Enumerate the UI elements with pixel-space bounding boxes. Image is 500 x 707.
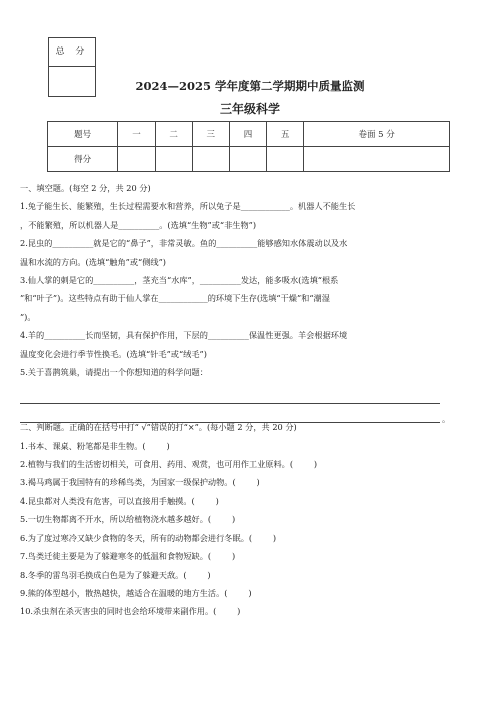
score-table-header-row — [48, 122, 450, 147]
score-table-cell: 四 — [229, 122, 266, 147]
answer-line[interactable] — [20, 403, 440, 404]
judge-item: 3.褐马鸡属于我国特有的珍稀鸟类，为国家一级保护动物。( ) — [20, 477, 260, 488]
question-line: 温和水流的方向。(选填“触角”或“侧线”) — [20, 256, 166, 267]
total-score-label: 总 分 — [49, 38, 95, 67]
answer-line[interactable] — [20, 422, 440, 423]
question-line: ”和“叶子”)。这些特点有助于仙人掌在____________的环境下生存(选填“干燥”和“潮湿 — [20, 293, 330, 304]
score-blank[interactable] — [118, 147, 155, 172]
answer-end-mark: 。 — [442, 415, 450, 424]
judge-item: 4.昆虫都对人类没有危害，可以直接用手触摸。( ) — [20, 495, 219, 506]
question-line: 5.关于喜鹊筑巢，请提出一个你想知道的科学问题： — [20, 367, 208, 378]
score-table-cell: 五 — [267, 122, 304, 147]
judge-item: 5.一切生物都离不开水，所以给植物浇水越多越好。( ) — [20, 514, 236, 525]
section-heading: 二、判断题。正确的在括号中打“ √”错误的打“×”。(每小题 2 分，共 20 分) — [20, 422, 297, 433]
question-line: ，不能繁殖，所以机器人是__________。(选填“生物”或“非生物”) — [20, 219, 257, 230]
exam-subtitle: 三年级科学 — [219, 102, 280, 116]
score-blank[interactable] — [192, 147, 229, 172]
score-table-cell: 三 — [192, 122, 229, 147]
section-heading: 一、填空题。(每空 2 分，共 20 分) — [20, 183, 151, 193]
score-table-cell: 二 — [155, 122, 192, 147]
question-line: 3.仙人掌的刺是它的__________，茎充当“水库”，__________发达，能多吸水(选填“根系 — [20, 275, 339, 286]
score-blank[interactable] — [229, 147, 266, 172]
score-table-cell: 题号 — [48, 122, 118, 147]
score-blank[interactable] — [267, 147, 304, 172]
judge-item: 2.植物与我们的生活密切相关，可食用、药用、观赏，也可用作工业原料。( ) — [20, 459, 318, 470]
score-table-cell: 卷面 5 分 — [304, 122, 450, 147]
judge-item: 6.为了度过寒冷又缺少食物的冬天，所有的动物都会进行冬眠。( ) — [20, 532, 277, 543]
exam-content — [20, 179, 480, 621]
question-line: 温度变化会进行季节性换毛。(选填“针毛”或“绒毛”) — [20, 348, 207, 359]
judge-item: 1.书本、课桌、粉笔都是非生物。( ) — [20, 440, 170, 451]
question-line: 2.昆虫的__________就是它的“鼻子”，非常灵敏。鱼的__________能够感知水体震动以及水 — [20, 238, 348, 249]
judge-item: 7.鸟类迁徙主要是为了躲避寒冬的低温和食物短缺。( ) — [20, 551, 236, 562]
judge-item: 8.冬季的雷鸟羽毛换成白色是为了躲避天敌。( ) — [20, 569, 211, 580]
question-line: 1.兔子能生长、能繁殖，生长过程需要水和营养，所以兔子是____________。机器人不能生长 — [20, 201, 356, 212]
exam-title: 2024—2025 学年度第二学期期中质量监测 — [135, 79, 365, 93]
score-blank[interactable] — [304, 147, 450, 172]
judge-item: 10.杀虫剂在杀灭害虫的同时也会给环境带来副作用。( ) — [20, 606, 241, 617]
score-table — [47, 121, 450, 172]
score-row-label: 得分 — [48, 147, 118, 172]
score-table-cell: 一 — [118, 122, 155, 147]
score-blank[interactable] — [155, 147, 192, 172]
score-table-score-row — [48, 147, 450, 172]
question-line: ”)。 — [20, 311, 36, 322]
judge-item: 9.熊的体型越小，散热越快，越适合在温暖的地方生活。( ) — [20, 587, 252, 598]
question-line: 4.羊的__________长而坚韧，具有保护作用，下层的__________保温性更强。羊会根据环境 — [20, 330, 348, 341]
